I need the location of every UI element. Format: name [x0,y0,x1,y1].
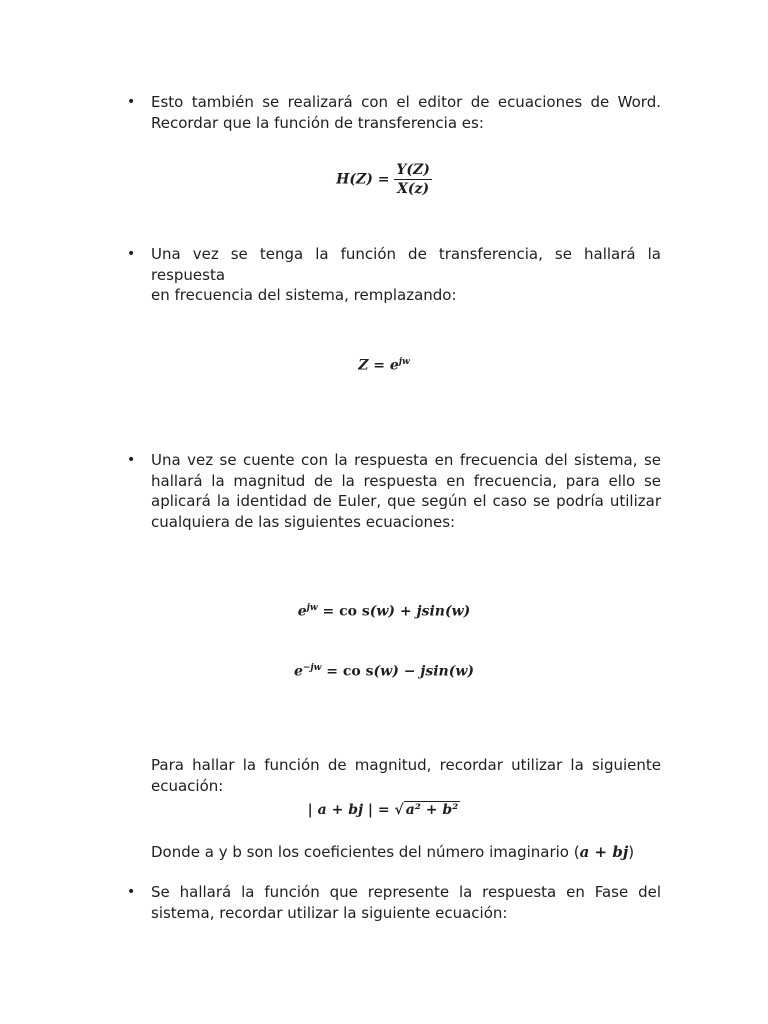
equation-lhs: H(Z) = [336,171,390,188]
equation-substitution [0,357,768,374]
equation-lhs: | a + bj | = [307,802,395,818]
closing-paren: ) [628,843,635,861]
fraction-numerator: Y(Z) [396,162,430,178]
equation-exponent: jw [306,603,318,613]
paragraph-frequency-response [151,244,661,306]
equation-exponent: −jw [302,663,322,673]
equation-euler-negative [0,663,768,680]
paragraph-word-editor [151,92,661,133]
text-line: Una vez se cuente con la respuesta en frecuencia del sistema, se [151,451,661,469]
bullet-marker: • [127,884,136,900]
equation-base: e [293,663,303,680]
text-line: Se hallará la función que represente la respuesta en Fase del [151,883,661,901]
inline-expression: a + bj [579,843,629,861]
equation-radicand: a² + b² [405,802,459,818]
paragraph-coefficients [151,842,661,863]
text-line: Recordar que la función de transferencia es: [151,113,484,132]
sqrt-icon: √ [394,802,404,818]
equation-equals: = [317,603,340,620]
equation-lhs: Z = e [358,357,399,374]
text-line: sistema, recordar utilizar la siguiente ecuación: [151,903,508,922]
text-line: ecuación: [151,776,224,795]
bullet-marker: • [127,94,136,110]
text-line: Para hallar la función de magnitud, recordar utilizar la siguiente [151,756,661,774]
coefficients-text: Donde a y b son los coeficientes del número imaginario ( [151,843,580,861]
equation-cos: co s [342,663,374,680]
equation-exponent: jw [398,357,410,367]
text-line [151,842,661,863]
paragraph-magnitude [151,755,661,796]
text-line: Una vez se tenga la función de transferencia, se hallará la respuesta [151,245,661,284]
equation-rhs: (w) − jsin(w) [373,663,475,680]
equation-transfer-function [0,162,768,197]
equation-rhs: (w) + jsin(w) [369,603,471,620]
text-line: en frecuencia del sistema, remplazando: [151,286,457,304]
equation-cos: co s [339,603,370,620]
fraction-denominator: X(z) [397,181,430,197]
equation-fraction [394,162,431,197]
bullet-marker: • [127,246,136,262]
text-line: hallará la magnitud de la respuesta en frecuencia, para ello se [151,471,661,490]
paragraph-phase-response [151,882,661,923]
bullet-marker: • [127,452,136,468]
equation-magnitude [0,801,768,818]
paragraph-euler-identity [151,450,661,532]
text-line: cualquiera de las siguientes ecuaciones: [151,512,456,531]
text-line: aplicará la identidad de Euler, que según el caso se podría utilizar [151,492,661,510]
equation-base: e [297,603,307,620]
text-line: Esto también se realizará con el editor de ecuaciones de Word. [151,93,661,111]
equation-equals: = [321,663,343,680]
equation-euler-positive [0,603,768,620]
